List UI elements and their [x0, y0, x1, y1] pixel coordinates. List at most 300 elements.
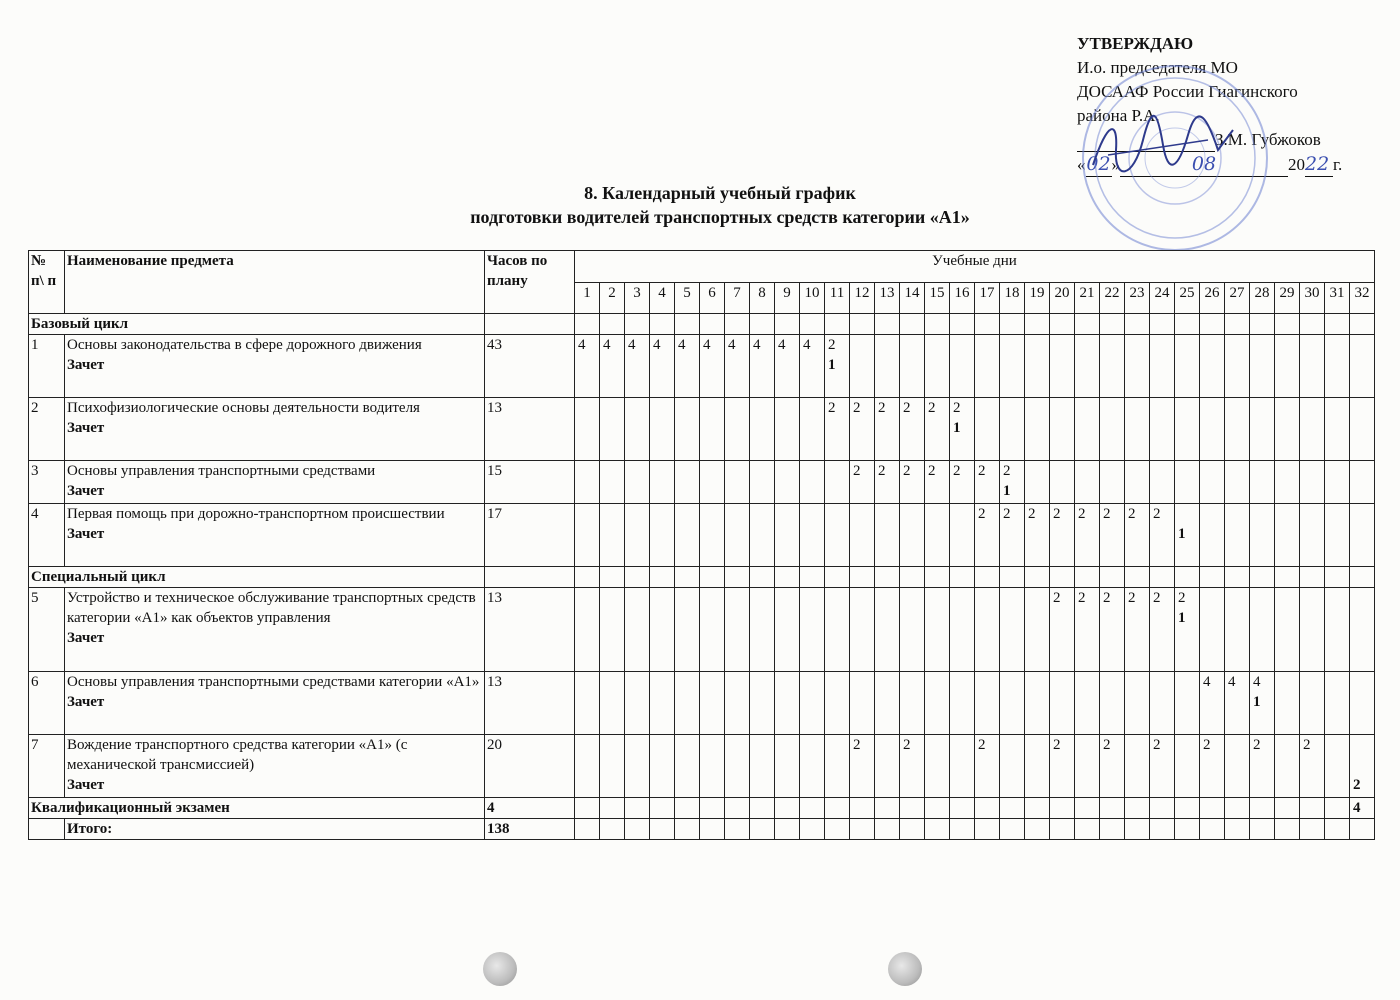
day-cell — [900, 335, 925, 398]
document-title: 8. Календарный учебный график — [584, 183, 856, 203]
day-cell — [800, 567, 825, 588]
day-cell — [1125, 567, 1150, 588]
day-cell — [1150, 588, 1175, 672]
day-hours: 2 — [903, 400, 911, 416]
day-cell — [1150, 335, 1175, 398]
day-cell — [725, 672, 750, 735]
day-cell — [850, 504, 875, 567]
day-number: 1 — [575, 282, 600, 314]
day-cell — [700, 504, 725, 567]
day-cell — [1025, 335, 1050, 398]
day-cell — [1275, 461, 1300, 504]
day-cell — [800, 335, 825, 398]
day-cell — [575, 461, 600, 504]
day-cell — [650, 735, 675, 798]
total-label: Итого: — [65, 819, 485, 840]
day-test-hours: 2 — [1353, 777, 1361, 793]
day-cell — [975, 335, 1000, 398]
exam-label: Квалификационный экзамен — [29, 798, 485, 819]
day-cell — [1025, 567, 1050, 588]
day-cell — [1100, 798, 1125, 819]
day-cell — [1000, 398, 1025, 461]
date-quote-open: « — [1077, 155, 1086, 174]
day-cell — [675, 588, 700, 672]
day-cell — [1200, 735, 1225, 798]
day-cell — [850, 461, 875, 504]
day-cell — [1200, 504, 1225, 567]
day-number: 10 — [800, 282, 825, 314]
day-cell — [950, 314, 975, 335]
subject-name: Основы управления транспортными средствами категории «А1» — [67, 674, 480, 690]
day-cell — [1100, 461, 1125, 504]
header-num: № п\ п — [29, 251, 65, 314]
day-test-hours: 1 — [1253, 694, 1261, 710]
day-cell — [925, 588, 950, 672]
day-cell — [650, 798, 675, 819]
day-hours: 2 — [1053, 506, 1061, 522]
day-number: 5 — [675, 282, 700, 314]
day-cell — [1050, 735, 1075, 798]
day-cell — [675, 567, 700, 588]
day-cell — [900, 672, 925, 735]
day-hours: 2 — [878, 400, 886, 416]
subject-number: 7 — [29, 735, 65, 798]
day-cell — [1150, 672, 1175, 735]
day-cell — [575, 398, 600, 461]
day-cell — [700, 819, 725, 840]
day-cell — [650, 567, 675, 588]
day-cell — [725, 504, 750, 567]
day-cell — [675, 398, 700, 461]
day-cell — [1150, 461, 1175, 504]
subject-name: Основы управления транспортными средствами — [67, 463, 376, 479]
day-cell — [700, 672, 725, 735]
subject-test: Зачет — [67, 483, 105, 499]
day-cell — [800, 672, 825, 735]
day-cell — [1050, 335, 1075, 398]
day-cell — [800, 588, 825, 672]
day-cell — [1250, 798, 1275, 819]
day-hours: 2 — [1078, 506, 1086, 522]
day-number: 15 — [925, 282, 950, 314]
day-hours: 2 — [953, 463, 961, 479]
day-cell — [1175, 672, 1200, 735]
day-cell — [1050, 314, 1075, 335]
day-cell — [900, 461, 925, 504]
day-cell — [850, 314, 875, 335]
day-cell — [1025, 504, 1050, 567]
day-cell — [925, 504, 950, 567]
day-hours: 4 — [628, 337, 636, 353]
day-cell — [875, 819, 900, 840]
day-cell — [975, 735, 1000, 798]
day-number: 6 — [700, 282, 725, 314]
day-hours: 2 — [1178, 590, 1186, 606]
day-cell — [1100, 314, 1125, 335]
subject-hours: 20 — [485, 735, 575, 798]
day-cell — [1250, 567, 1275, 588]
day-cell — [1250, 504, 1275, 567]
subject-name-cell — [65, 504, 485, 567]
day-cell — [1150, 314, 1175, 335]
day-test-hours: 1 — [1178, 610, 1186, 626]
day-hours: 2 — [928, 400, 936, 416]
day-cell — [1100, 819, 1125, 840]
day-cell — [1325, 798, 1350, 819]
day-cell — [975, 567, 1000, 588]
day-cell — [900, 735, 925, 798]
day-cell — [675, 461, 700, 504]
day-cell — [1175, 398, 1200, 461]
day-cell — [900, 798, 925, 819]
day-cell — [1050, 461, 1075, 504]
day-cell — [600, 588, 625, 672]
day-cell — [1050, 588, 1075, 672]
subject-name-cell — [65, 398, 485, 461]
day-cell — [1025, 461, 1050, 504]
day-cell — [1075, 504, 1100, 567]
day-hours: 4 — [578, 337, 586, 353]
day-cell — [825, 398, 850, 461]
day-cell — [1075, 798, 1100, 819]
day-cell — [600, 398, 625, 461]
day-cell — [625, 398, 650, 461]
day-hours: 2 — [1028, 506, 1036, 522]
day-cell — [650, 504, 675, 567]
day-cell — [825, 819, 850, 840]
day-cell — [925, 819, 950, 840]
day-cell — [950, 504, 975, 567]
subject-row — [29, 588, 1375, 672]
day-cell — [675, 504, 700, 567]
day-cell — [875, 567, 900, 588]
day-cell — [1225, 672, 1250, 735]
day-cell — [1225, 567, 1250, 588]
day-hours: 2 — [978, 737, 986, 753]
day-cell — [1025, 735, 1050, 798]
day-number: 11 — [825, 282, 850, 314]
section-special-hours — [485, 567, 575, 588]
day-number: 20 — [1050, 282, 1075, 314]
day-cell — [1125, 314, 1150, 335]
day-number: 25 — [1175, 282, 1200, 314]
day-hours: 2 — [1003, 463, 1011, 479]
day-cell — [950, 798, 975, 819]
day-cell — [600, 504, 625, 567]
day-cell — [925, 735, 950, 798]
day-cell — [1000, 672, 1025, 735]
day-cell — [775, 672, 800, 735]
subject-row — [29, 335, 1375, 398]
subject-number: 6 — [29, 672, 65, 735]
day-cell — [775, 504, 800, 567]
day-cell — [1125, 672, 1150, 735]
section-base-hours — [485, 314, 575, 335]
day-cell — [725, 819, 750, 840]
day-cell — [1100, 398, 1125, 461]
subject-row — [29, 398, 1375, 461]
day-cell — [850, 735, 875, 798]
day-cell — [1075, 819, 1100, 840]
section-special-label: Специальный цикл — [29, 567, 485, 588]
day-cell — [1100, 588, 1125, 672]
day-cell — [1275, 567, 1300, 588]
day-cell — [575, 672, 600, 735]
day-hours: 2 — [828, 400, 836, 416]
day-cell — [1325, 735, 1350, 798]
day-cell — [725, 314, 750, 335]
day-cell — [700, 335, 725, 398]
day-cell — [575, 335, 600, 398]
day-cell — [825, 314, 850, 335]
day-cell — [625, 672, 650, 735]
day-cell — [1300, 504, 1325, 567]
day-hours: 2 — [903, 463, 911, 479]
day-cell — [975, 819, 1000, 840]
day-cell — [1225, 798, 1250, 819]
day-cell — [850, 398, 875, 461]
subject-number: 2 — [29, 398, 65, 461]
day-hours — [1178, 504, 1199, 524]
day-number: 24 — [1150, 282, 1175, 314]
day-cell — [950, 567, 975, 588]
day-cell — [1125, 798, 1150, 819]
day-cell — [1300, 314, 1325, 335]
day-cell — [825, 735, 850, 798]
day-hours: 2 — [1103, 737, 1111, 753]
day-cell — [1200, 335, 1225, 398]
day-cell — [625, 735, 650, 798]
day-cell — [775, 735, 800, 798]
exam-hours: 4 — [485, 798, 575, 819]
day-cell — [1225, 314, 1250, 335]
day-cell — [1125, 398, 1150, 461]
day-number: 21 — [1075, 282, 1100, 314]
subject-name: Вождение транспортного средства категории «А1» (с механической трансмиссией) — [67, 737, 408, 773]
subject-number: 1 — [29, 335, 65, 398]
day-cell — [1000, 819, 1025, 840]
day-cell — [875, 798, 900, 819]
day-cell — [1125, 335, 1150, 398]
day-cell — [950, 735, 975, 798]
day-cell — [650, 672, 675, 735]
day-cell — [975, 672, 1000, 735]
day-cell — [625, 314, 650, 335]
section-special — [29, 567, 1375, 588]
day-cell — [1275, 798, 1300, 819]
day-cell — [725, 398, 750, 461]
day-hours: 4 — [803, 337, 811, 353]
day-cell — [925, 567, 950, 588]
day-cell — [1300, 735, 1325, 798]
day-cell — [600, 735, 625, 798]
day-cell — [700, 567, 725, 588]
day-test-hours: 1 — [828, 357, 836, 373]
day-cell — [1150, 567, 1175, 588]
day-cell — [1225, 588, 1250, 672]
day-hours: 2 — [928, 463, 936, 479]
day-cell — [775, 798, 800, 819]
approval-line-1: И.о. председателя МО — [1077, 58, 1238, 77]
day-cell — [1175, 461, 1200, 504]
day-cell — [1350, 461, 1375, 504]
approval-line-3: района Р.А. — [1077, 106, 1160, 125]
day-cell — [1250, 314, 1275, 335]
day-cell — [650, 335, 675, 398]
day-hours: 4 — [1253, 674, 1261, 690]
day-cell — [1350, 314, 1375, 335]
day-cell — [1150, 819, 1175, 840]
day-number: 8 — [750, 282, 775, 314]
header-subject: Наименование предмета — [65, 251, 485, 314]
subject-name-cell — [65, 735, 485, 798]
day-cell — [1300, 819, 1325, 840]
day-cell — [1325, 819, 1350, 840]
day-cell — [1200, 588, 1225, 672]
day-cell — [650, 819, 675, 840]
day-cell — [1200, 461, 1225, 504]
day-cell — [1100, 504, 1125, 567]
day-cell — [1025, 398, 1050, 461]
day-hours: 2 — [1128, 590, 1136, 606]
day-cell — [700, 735, 725, 798]
day-cell — [1175, 819, 1200, 840]
day-cell — [875, 735, 900, 798]
day-hours: 4 — [703, 337, 711, 353]
day-cell — [600, 335, 625, 398]
day-cell — [650, 398, 675, 461]
day-number: 27 — [1225, 282, 1250, 314]
day-cell — [1275, 588, 1300, 672]
day-cell — [1075, 314, 1100, 335]
day-cell — [1050, 798, 1075, 819]
day-cell — [1050, 567, 1075, 588]
day-hours: 4 — [753, 337, 761, 353]
day-cell — [1075, 588, 1100, 672]
day-cell — [925, 461, 950, 504]
day-cell — [875, 314, 900, 335]
day-hours: 2 — [1253, 737, 1261, 753]
day-cell — [1050, 504, 1075, 567]
day-cell — [800, 798, 825, 819]
document-subtitle: подготовки водителей транспортных средств категории «А1» — [470, 207, 970, 227]
day-cell — [1125, 819, 1150, 840]
header-row — [29, 251, 1375, 283]
day-number: 9 — [775, 282, 800, 314]
day-cell — [1225, 335, 1250, 398]
day-cell — [900, 567, 925, 588]
day-cell — [1200, 798, 1225, 819]
day-cell — [775, 398, 800, 461]
subject-name-cell — [65, 672, 485, 735]
day-cell — [750, 504, 775, 567]
day-cell — [775, 567, 800, 588]
day-cell — [1200, 819, 1225, 840]
day-cell — [1325, 588, 1350, 672]
day-cell — [1250, 735, 1275, 798]
day-hours: 2 — [1203, 737, 1211, 753]
day-cell — [1100, 672, 1125, 735]
header-days: Учебные дни — [575, 251, 1375, 283]
day-cell — [825, 798, 850, 819]
day-number: 4 — [650, 282, 675, 314]
day-cell — [1025, 798, 1050, 819]
day-cell — [1350, 672, 1375, 735]
day-cell — [975, 504, 1000, 567]
day-cell — [575, 504, 600, 567]
day-test-hours: 1 — [1003, 483, 1011, 499]
binder-hole-right — [888, 952, 922, 986]
subject-test: Зачет — [67, 526, 105, 542]
day-cell — [1225, 504, 1250, 567]
day-cell — [625, 798, 650, 819]
day-cell — [800, 314, 825, 335]
day-cell — [1075, 672, 1100, 735]
day-cell — [1300, 461, 1325, 504]
subject-test: Зачет — [67, 694, 105, 710]
day-cell — [850, 672, 875, 735]
day-cell — [1000, 735, 1025, 798]
date-day: 02 — [1086, 153, 1111, 175]
day-cell — [1200, 672, 1225, 735]
day-cell — [900, 504, 925, 567]
subject-name-cell — [65, 461, 485, 504]
day-cell — [1075, 735, 1100, 798]
day-cell — [675, 798, 700, 819]
subject-number: 4 — [29, 504, 65, 567]
day-cell — [625, 335, 650, 398]
day-number: 29 — [1275, 282, 1300, 314]
day-cell — [1325, 335, 1350, 398]
day-test-hours: 1 — [953, 420, 961, 436]
day-hours: 4 — [603, 337, 611, 353]
subject-number: 5 — [29, 588, 65, 672]
day-hours: 2 — [1303, 737, 1311, 753]
day-cell — [625, 588, 650, 672]
day-cell — [750, 335, 775, 398]
day-cell — [1275, 335, 1300, 398]
subject-hours: 43 — [485, 335, 575, 398]
subject-test: Зачет — [67, 630, 105, 646]
day-cell — [1300, 335, 1325, 398]
day-cell — [1325, 461, 1350, 504]
subject-row — [29, 672, 1375, 735]
day-cell — [950, 398, 975, 461]
day-cell — [900, 398, 925, 461]
day-cell — [1025, 672, 1050, 735]
day-number: 19 — [1025, 282, 1050, 314]
day-hours: 2 — [878, 463, 886, 479]
day-number: 18 — [1000, 282, 1025, 314]
day-number: 12 — [850, 282, 875, 314]
day-cell — [750, 398, 775, 461]
day-cell — [1175, 314, 1200, 335]
total-hours: 138 — [485, 819, 575, 840]
day-number: 30 — [1300, 282, 1325, 314]
day-hours: 2 — [1003, 506, 1011, 522]
handwritten-signature — [1088, 110, 1238, 180]
day-cell — [1025, 588, 1050, 672]
day-cell — [575, 798, 600, 819]
day-cell — [1250, 461, 1275, 504]
subject-hours: 13 — [485, 672, 575, 735]
day-cell — [600, 798, 625, 819]
day-cell — [675, 335, 700, 398]
day-hours: 2 — [978, 506, 986, 522]
day-cell — [975, 398, 1000, 461]
day-cell — [1175, 504, 1200, 567]
day-cell — [1200, 314, 1225, 335]
